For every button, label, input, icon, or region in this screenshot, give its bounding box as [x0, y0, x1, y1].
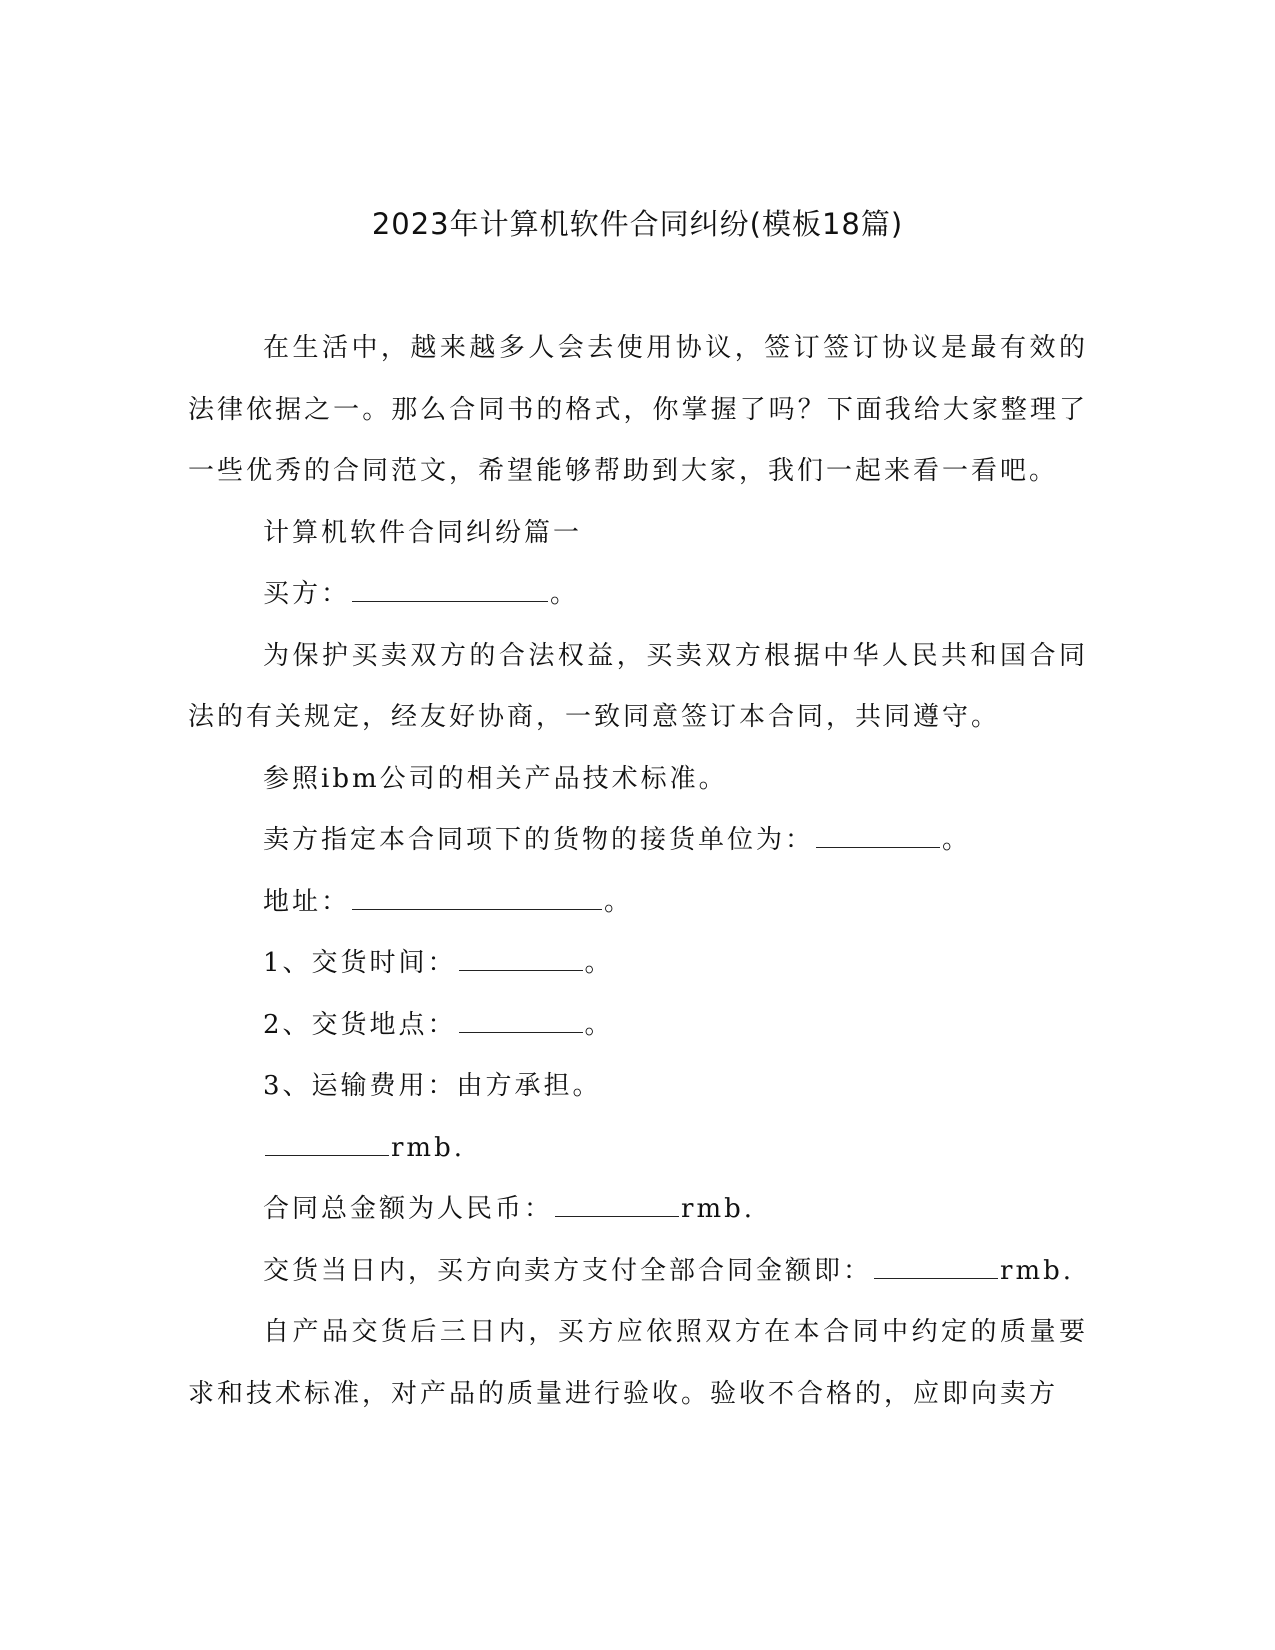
- address-period: 。: [604, 886, 634, 917]
- delivery-time-period: 。: [584, 948, 614, 978]
- payment-label: 交货当日内，买方向卖方支付全部合同金额即：: [263, 1255, 873, 1286]
- delivery-time-label: 1、交货时间：: [263, 948, 457, 978]
- delivery-place-blank: [459, 1010, 583, 1033]
- receiver-line: [188, 810, 1088, 872]
- purpose-paragraph: 为保护买卖双方的合法权益，买卖双方根据中华人民共和国合同法的有关规定，经友好协商，一致同意签订本合同，共同遵守。: [188, 640, 1088, 732]
- total-amount-line: [188, 1179, 1088, 1241]
- rmb-line: [188, 1118, 1088, 1180]
- address-line: [188, 872, 1088, 934]
- standard-line: 参照ibm公司的相关产品技术标准。: [263, 763, 728, 794]
- transport-fee-line: 3、运输费用：由方承担。: [263, 1071, 602, 1101]
- delivery-place-period: 。: [584, 1009, 614, 1040]
- payment-suffix: rmb.: [1000, 1255, 1075, 1286]
- rmb-suffix: rmb.: [391, 1132, 465, 1163]
- buyer-label: 买方：: [263, 579, 351, 609]
- total-amount-suffix: rmb.: [681, 1194, 756, 1224]
- buyer-line: [188, 564, 1088, 626]
- payment-blank: [874, 1256, 998, 1279]
- receiver-label: 卖方指定本合同项下的货物的接货单位为：: [263, 825, 815, 855]
- section-heading: 计算机软件合同纠纷篇一: [263, 517, 583, 548]
- total-amount-label: 合同总金额为人民币：: [263, 1194, 554, 1224]
- document-body: [188, 318, 1088, 1425]
- buyer-period: 。: [550, 579, 580, 609]
- receiver-period: 。: [942, 825, 972, 855]
- intro-paragraph: 在生活中，越来越多人会去使用协议，签订签订协议是最有效的法律依据之一。那么合同书的格式，你掌握了吗？下面我给大家整理了一些优秀的合同范文，希望能够帮助到大家，我们一起来看一看吧。: [188, 333, 1088, 486]
- buyer-blank: [352, 579, 548, 602]
- address-blank: [352, 887, 602, 910]
- page-title: 2023年计算机软件合同纠纷(模板18篇): [371, 207, 904, 241]
- delivery-place-label: 2、交货地点：: [263, 1009, 457, 1040]
- delivery-place-line: [188, 995, 1088, 1057]
- total-amount-blank: [555, 1194, 679, 1217]
- receiver-blank: [816, 825, 940, 848]
- delivery-time-blank: [459, 948, 583, 971]
- address-label: 地址：: [263, 886, 351, 917]
- acceptance-paragraph: 自产品交货后三日内，买方应依照双方在本合同中约定的质量要求和技术标准，对产品的质量进行验收。验收不合格的，应即向卖方: [188, 1317, 1088, 1409]
- delivery-time-line: [188, 933, 1088, 995]
- payment-line: [188, 1241, 1088, 1303]
- rmb-blank: [265, 1133, 389, 1156]
